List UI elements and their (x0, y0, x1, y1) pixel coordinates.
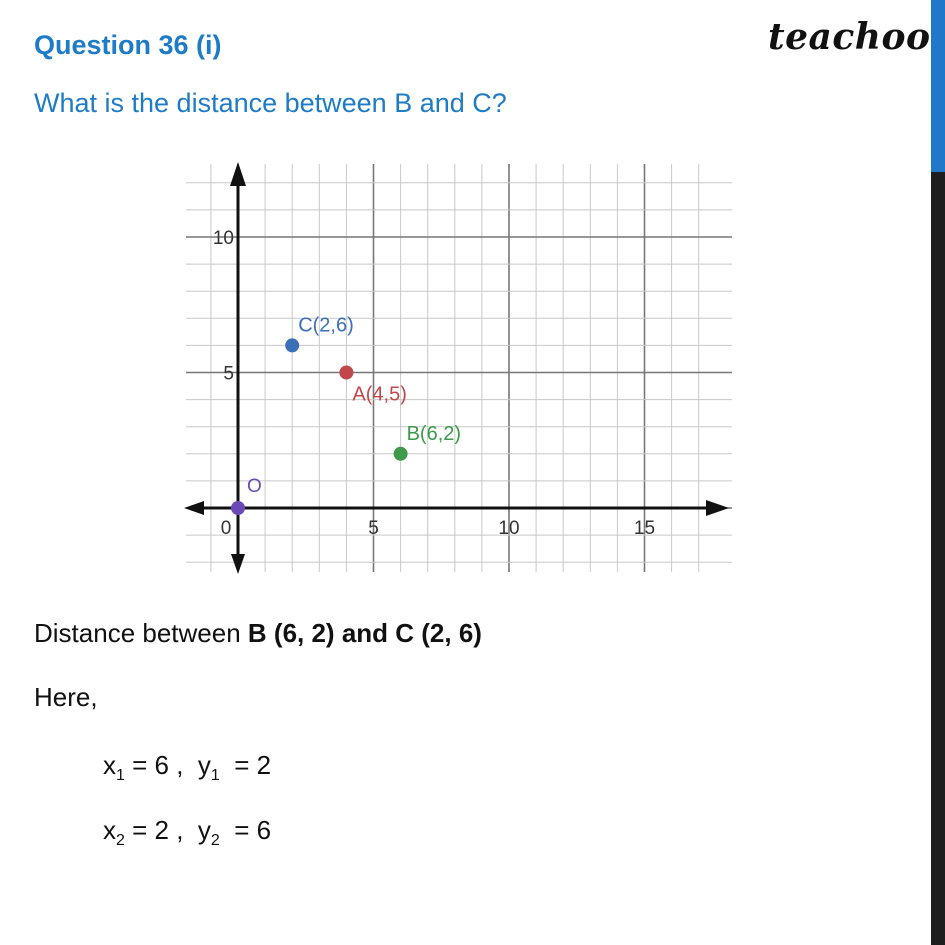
solution-here: Here, (34, 682, 98, 712)
equation-1: $x_1 = 6$ , $y_1 = 2$ (103, 750, 272, 785)
point-b (394, 447, 408, 461)
brand-logo: teachoo (768, 16, 931, 58)
point-c (285, 338, 299, 352)
point-origin (231, 501, 245, 515)
origin-label: O (247, 476, 262, 497)
y-tick-label: 10 (212, 228, 234, 249)
point-label: B(6,2) (406, 422, 462, 445)
question-title: Question 36 (i) (34, 30, 222, 60)
graph-grid (186, 164, 732, 572)
x-tick-label: 10 (498, 518, 520, 539)
graph-axes (184, 162, 729, 574)
point-label: C(2,6) (298, 314, 354, 337)
scrollbar[interactable] (931, 0, 945, 945)
x-tick-label: 15 (633, 518, 656, 539)
x-axis-right-arrow (706, 500, 729, 516)
x-tick-label: 0 (220, 518, 232, 539)
tick-labels (213, 228, 655, 539)
question-text: What is the distance between B and C? (34, 88, 507, 118)
solution-intro-text: Distance between (34, 618, 248, 648)
solution-points: B (6, 2) and C (2, 6) (247, 618, 482, 648)
coordinate-graph (180, 156, 735, 578)
scrollbar-thumb[interactable] (931, 0, 945, 172)
equation-2: $x_2 = 2$ , $y_2 = 6$ (103, 815, 272, 850)
solution-intro (34, 618, 482, 649)
point-a (339, 366, 353, 380)
x-tick-label: 5 (368, 518, 379, 539)
point-label: A(4,5) (352, 383, 407, 406)
x-axis-left-arrow (184, 501, 204, 515)
y-axis-down-arrow (231, 554, 245, 574)
y-tick-label: 5 (223, 363, 234, 385)
y-axis-up-arrow (230, 162, 246, 186)
